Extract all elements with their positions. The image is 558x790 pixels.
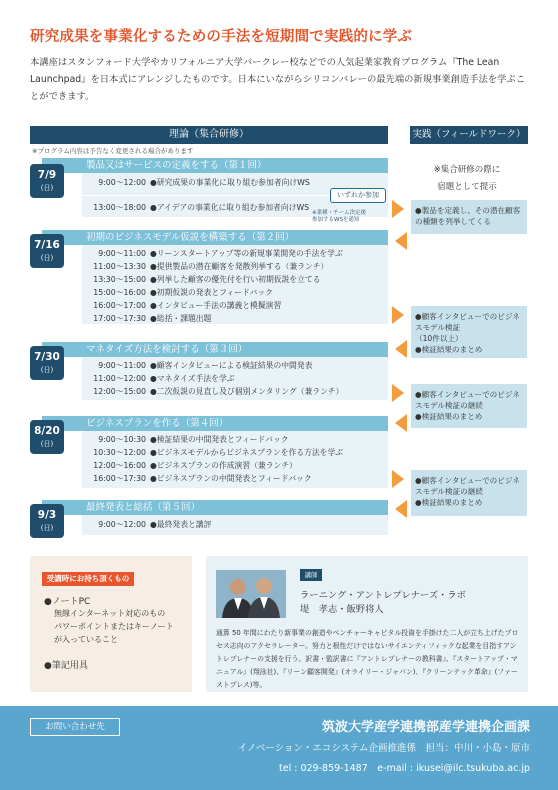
row-desc: ●研究成果の事業化に取り組む参加者向けWS — [150, 178, 310, 187]
footer-contact-info: tel : 029-859-1487 e-mail : ikusei@ilc.tsukuba.ac.jp — [279, 763, 530, 774]
arrow-to-theory — [395, 414, 407, 432]
row-time: 16:00～17:30 — [93, 474, 146, 483]
arrow-to-practice — [392, 384, 404, 402]
date-text: 7/30 — [34, 351, 60, 363]
row-desc: ●インタビュー手法の講義と模擬演習 — [150, 301, 282, 310]
row-time: 9:00～11:00 — [98, 249, 146, 258]
practice-box-2: ●顧客インタビューでのビジネスモデル検証 （10件以上） ●検証結果のまとめ — [411, 306, 527, 358]
session-title: 製品又はサービスの定義をする（第１回） — [42, 158, 388, 173]
arrow-to-theory — [395, 340, 407, 358]
row-desc: ●リーンスタートアップ等の新規事業開発の手法を学ぶ — [150, 249, 343, 258]
row-desc: ●最終発表と講評 — [150, 520, 212, 529]
date-badge — [30, 420, 64, 454]
row-time: 13:00～18:00 — [93, 203, 146, 212]
lecturer-photo-image — [216, 570, 286, 618]
page-headline: 研究成果を事業化するための手法を短期間で実践的に学ぶ — [30, 29, 413, 45]
row-desc: ●検証結果の中間発表とフィードバック — [150, 435, 289, 444]
weekday-text: (日) — [40, 440, 54, 448]
row-desc: ●列挙した顧客の優先付を行い初期仮説を立てる — [150, 275, 321, 284]
lecturer-photo — [216, 570, 286, 618]
bring-item-stationery: ●筆記用具 — [44, 661, 88, 671]
practice-box-3: ●顧客インタビューでのビジネスモデル検証の継続 ●検証結果のまとめ — [411, 384, 527, 428]
session-title: マネタイズ方法を検討する（第３回） — [42, 342, 388, 357]
row-desc: ●ビジネスプランの中間発表とフィードバック — [150, 474, 312, 483]
row-desc: ●顧客インタビューによる検証結果の中間発表 — [150, 361, 313, 370]
row-time: 11:00～12:00 — [93, 374, 146, 383]
bring-item-laptop-detail: 無線インターネット対応のもの パワーポイントまたはキーノート が入っていること — [54, 609, 174, 644]
practice-box-4: ●顧客インタビューでのビジネスモデル検証の継続 ●検証結果のまとめ — [411, 470, 527, 516]
theory-column-header: 理論（集合研修） — [30, 126, 388, 144]
arrow-to-practice — [392, 306, 404, 324]
footer-department: イノベーション・エコシステム企画推進係 担当：中川・小島・原市 — [237, 743, 530, 754]
footer-organization: 筑波大学産学連携部産学連携企画課 — [321, 720, 530, 735]
session-2 — [30, 230, 388, 324]
arrow-to-practice — [392, 200, 404, 218]
lecturer-names: 堤 孝志・飯野将人 — [300, 604, 384, 615]
contact-label: お問い合わせ先 — [30, 718, 120, 736]
session-title: 初期のビジネスモデル仮説を構築する（第２回） — [42, 230, 388, 245]
row-time: 11:00～13:30 — [93, 262, 146, 271]
row-time: 9:00～11:00 — [98, 361, 146, 370]
row-time: 12:00～15:00 — [93, 387, 146, 396]
either-attend-note: ※業種・チーム決定後 参加するWSを通知 — [312, 210, 367, 223]
arrow-to-practice — [392, 470, 404, 488]
practice-box-1: ●製品を定義し、その潜在顧客の種類を列挙してくる — [411, 200, 527, 234]
session-title: ビジネスプランを作る（第４回） — [42, 416, 388, 431]
row-time: 15:00～16:00 — [93, 288, 146, 297]
row-time: 17:00～17:30 — [93, 314, 146, 323]
date-badge — [30, 504, 64, 538]
arrow-to-theory — [395, 232, 407, 250]
session-body — [82, 357, 388, 400]
weekday-text: (日) — [40, 524, 54, 532]
bring-items-title: 受講時にお持ち頂くもの — [42, 572, 134, 586]
practice-column-header: 実践（フィールドワーク） — [410, 126, 528, 144]
row-desc: ●ビジネスモデルからビジネスプランを作る方法を学ぶ — [150, 448, 344, 457]
row-time: 12:00～16:00 — [93, 461, 146, 470]
row-desc: ●提供製品の潜在顧客を発散列挙する（兼ランチ） — [150, 262, 329, 271]
date-badge — [30, 346, 64, 380]
row-desc: ●二次仮説の見直し及び個別メンタリング（兼ランチ） — [150, 387, 344, 396]
session-4 — [30, 416, 388, 490]
row-desc: ●総括・課題出題 — [150, 314, 212, 323]
session-body — [82, 245, 388, 324]
lecturer-tag: 講師 — [300, 569, 322, 581]
practice-note: ※集合研修の際に 宿題として提示 — [433, 165, 501, 192]
date-text: 7/16 — [34, 239, 60, 251]
date-badge — [30, 164, 64, 198]
intro-paragraph: 本講座はスタンフォード大学やカリフォルニア大学バークレー校などでの人気起業家教育プログラム『The Lean Launchpad』を日本式にアレンジしたものです。日本にいながらシリコンバレーの最先端の新規事業創造手法を学ぶことができます。 — [30, 57, 525, 102]
weekday-text: (日) — [40, 254, 54, 262]
date-text: 9/3 — [37, 509, 57, 521]
row-desc: ●マネタイズ手法を学ぶ — [150, 374, 235, 383]
session-title: 最終発表と総括（第５回） — [42, 500, 388, 515]
row-desc: ●アイデアの事業化に取り組む参加者向けWS — [150, 203, 310, 212]
arrow-to-theory — [395, 500, 407, 518]
date-text: 8/20 — [34, 425, 60, 437]
row-time: 16:00～17:00 — [93, 301, 146, 310]
row-desc: ●ビジネスプランの作成演習（兼ランチ） — [150, 461, 297, 470]
session-body — [82, 431, 388, 488]
schedule-note: ※プログラム内容は予告なく変更される場合があります — [32, 147, 194, 155]
either-attend-tag: いずれか参加 — [330, 188, 386, 203]
row-time: 9:00～10:30 — [98, 435, 146, 444]
session-3 — [30, 342, 388, 402]
row-time: 13:30～15:00 — [93, 275, 146, 284]
weekday-text: (日) — [40, 184, 54, 192]
lecturer-bio: 通算 50 年間にわたり新事業の創造やベンチャーキャピタル投資を手掛けた二人が立ち上げたプロセス志向のアクセラレーター。努力と根性だけではないサイエンティフィックな起業を目指すアントレプレナーの支援を行う。訳書・監訳書に『アントレプレナーの教科書』、『スタートアップ・マニュアル』(翔泳社)、『リーン顧客開発』(オライリー・ジャパン)、『クリーンテック革命』(ファーストプレス)等。 — [216, 629, 519, 689]
session-body — [82, 515, 388, 535]
row-desc: ●初期仮説の発表とフィードバック — [150, 288, 273, 297]
row-time: 10:30～12:00 — [93, 448, 146, 457]
bring-item-laptop: ●ノートPC — [44, 597, 91, 607]
weekday-text: (日) — [40, 366, 54, 374]
row-time: 9:00～12:00 — [98, 178, 146, 187]
lecturer-organization: ラーニング・アントレプレナーズ・ラボ — [300, 590, 466, 601]
date-text: 7/9 — [37, 169, 57, 181]
session-5 — [30, 500, 388, 536]
date-badge — [30, 234, 64, 268]
row-time: 9:00～12:00 — [98, 520, 146, 529]
